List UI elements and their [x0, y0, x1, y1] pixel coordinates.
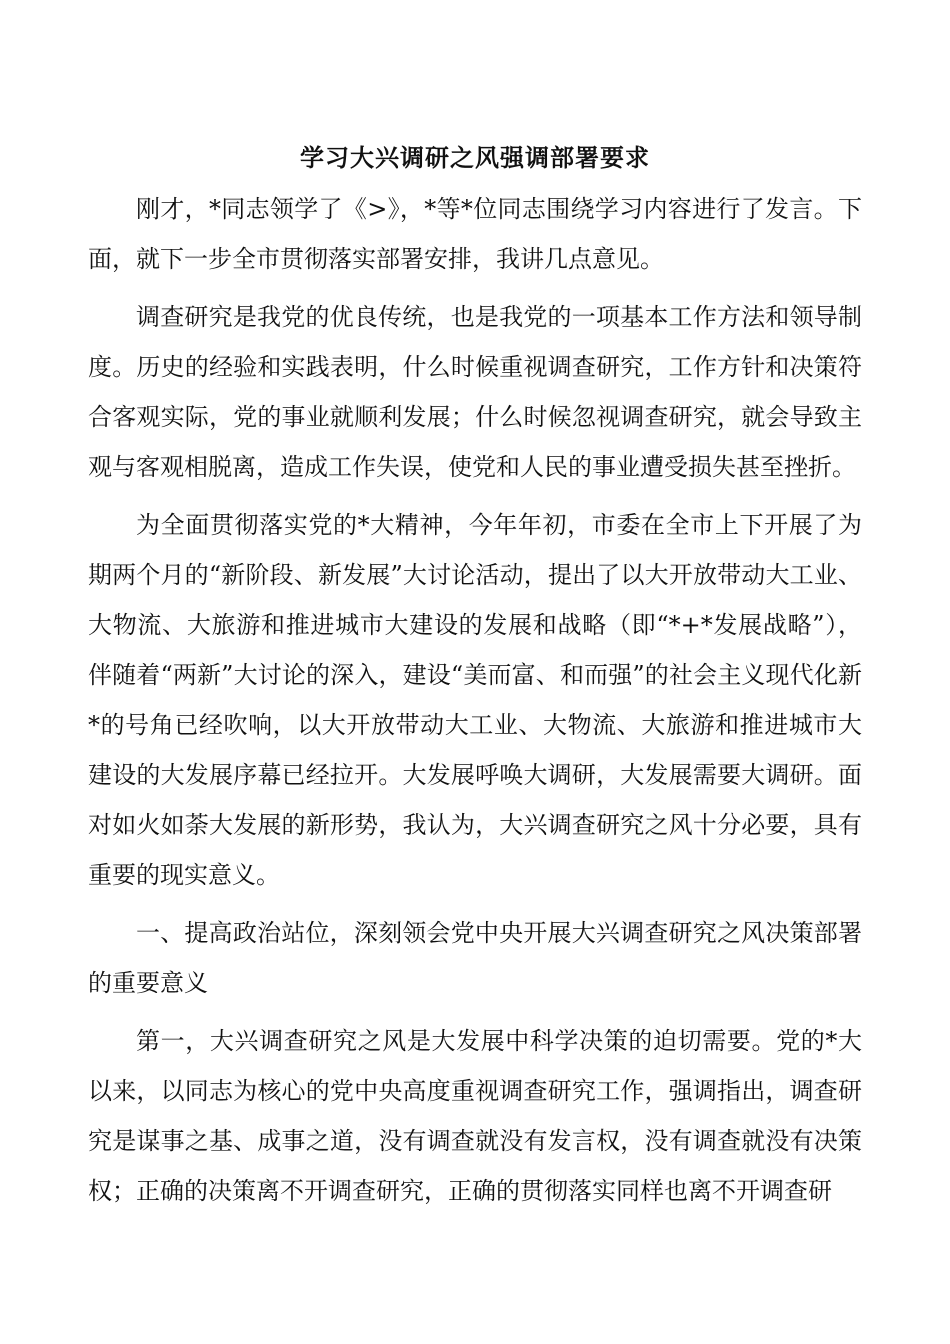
paragraph-research-tradition: 调查研究是我党的优良传统，也是我党的一项基本工作方法和领导制度。历史的经验和实践表明，什么时候重视调查研究，工作方针和决策符合客观实际，党的事业就顺利发展；什么时候忽视调查研究，就会导致主观与客观相脱离，造成工作失误，使党和人民的事业遭受损失甚至挫折。: [88, 303, 862, 481]
document-title: 学习大兴调研之风强调部署要求: [300, 144, 650, 172]
section-heading-1: 一、提高政治站位，深刻领会党中央开展大兴调查研究之风决策部署的重要意义: [88, 919, 862, 997]
document-body: [88, 140, 862, 1224]
paragraph-first-point: 第一，大兴调查研究之风是大发展中科学决策的迫切需要。党的*大以来，以同志为核心的党中央高度重视调查研究工作，强调指出，调查研究是谋事之基、成事之道，没有调查就没有发言权，没有调查就没有决策权；正确的决策离不开调查研究，正确的贯彻落实同样也离不开调查研: [88, 1027, 862, 1205]
paragraph-development-strategy: 为全面贯彻落实党的*大精神，今年年初，市委在全市上下开展了为期两个月的“新阶段、新发展”大讨论活动，提出了以大开放带动大工业、大物流、大旅游和推进城市大建设的发展和战略（即“*+*发展战略”），伴随着“两新”大讨论的深入，建设“美而富、和而强”的社会主义现代化新*的号角已经吹响，以大开放带动大工业、大物流、大旅游和推进城市大建设的大发展序幕已经拉开。大发展呼唤大调研，大发展需要大调研。面对如火如荼大发展的新形势，我认为，大兴调查研究之风十分必要，具有重要的现实意义。: [88, 511, 862, 889]
paragraph-opening: 刚才，*同志领学了《>》，*等*位同志围绕学习内容进行了发言。下面，就下一步全市贯彻落实部署安排，我讲几点意见。: [88, 195, 862, 273]
